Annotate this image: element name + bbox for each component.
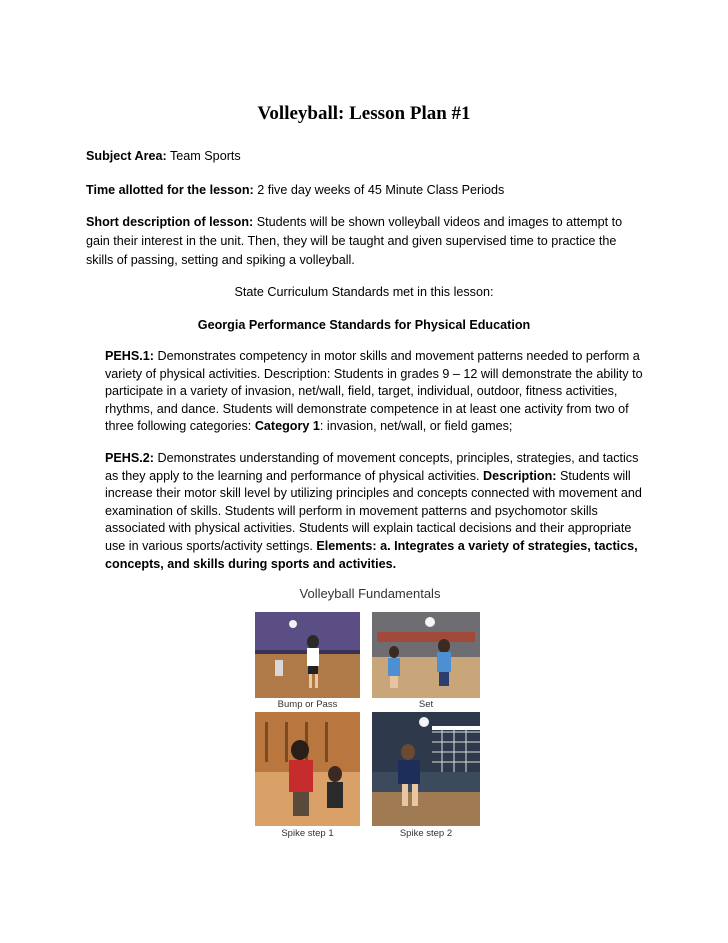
bump-or-pass-photo [255,612,360,698]
time-allotted-line [86,181,646,200]
short-description-paragraph [86,213,646,270]
figure-title: Volleyball Fundamentals [299,586,441,601]
subject-area-label: Subject Area: [86,149,167,163]
pehs1-category-label: Category 1 [254,419,320,434]
volleyball-fundamentals-figure [255,584,485,842]
document-title: Volleyball: Lesson Plan #1 [257,103,471,124]
pehs2-code: PEHS.2: [105,451,154,465]
pehs1-text: Demonstrates competency in motor skills and movement patterns needed to perform a variety of physical activities. Description: Students in grades 9 – 12 will demonstrate the ability to participate in a variety of invasion, net/wall, field, target, individual, outdoor, fitness activities, rhythms, and dance. Students will demonstrate competence in at least one activity from two of three following categories: [105,349,643,434]
time-allotted-label: Time allotted for the lesson: [86,183,254,197]
time-allotted-value: 2 five day weeks of 45 Minute Class Periods [253,183,505,197]
caption-set: Set [418,699,434,710]
standards-heading: Georgia Performance Standards for Physical Education [197,318,531,332]
caption-bump-or-pass: Bump or Pass [277,699,338,710]
spike-step-1-photo [255,712,360,826]
standards-intro: State Curriculum Standards met in this lesson: [234,285,494,299]
caption-spike-step-1: Spike step 1 [281,828,334,839]
pehs2-elements: Elements: a. Integrates a variety of strategies, tactics, concepts, and skills during sports and activities. [105,538,638,571]
pehs1-code: PEHS.1: [105,349,154,363]
pehs2-description-text: Students will increase their motor skill level by utilizing principles and concepts connected with movement and examination of skills. Students will perform in movement patterns and psychomotor skills associated with physical activities. Students will explain tactical decisions and their appropriate use in various sports/activity settings. [105,468,642,553]
set-photo [372,612,480,698]
pehs1-paragraph [105,348,645,436]
pehs2-description-label: Description: [483,468,557,483]
pehs2-paragraph [105,450,645,573]
subject-area-value: Team Sports [166,149,241,163]
spike-step-2-photo [372,712,480,826]
short-description-text: Students will be shown volleyball videos and images to attempt to gain their interest in the unit. Then, they will be taught and given supervised time to practice the skills of passing, setting and spiking a volleyball. [86,215,623,267]
subject-area-line [86,147,646,166]
caption-spike-step-2: Spike step 2 [399,828,453,839]
pehs1-category-text: : invasion, net/wall, or field games; [319,419,513,434]
pehs2-text: Demonstrates understanding of movement concepts, principles, strategies, and tactics as they apply to the learning and performance of physical activities. [105,451,639,483]
short-description-label: Short description of lesson: [86,215,254,229]
